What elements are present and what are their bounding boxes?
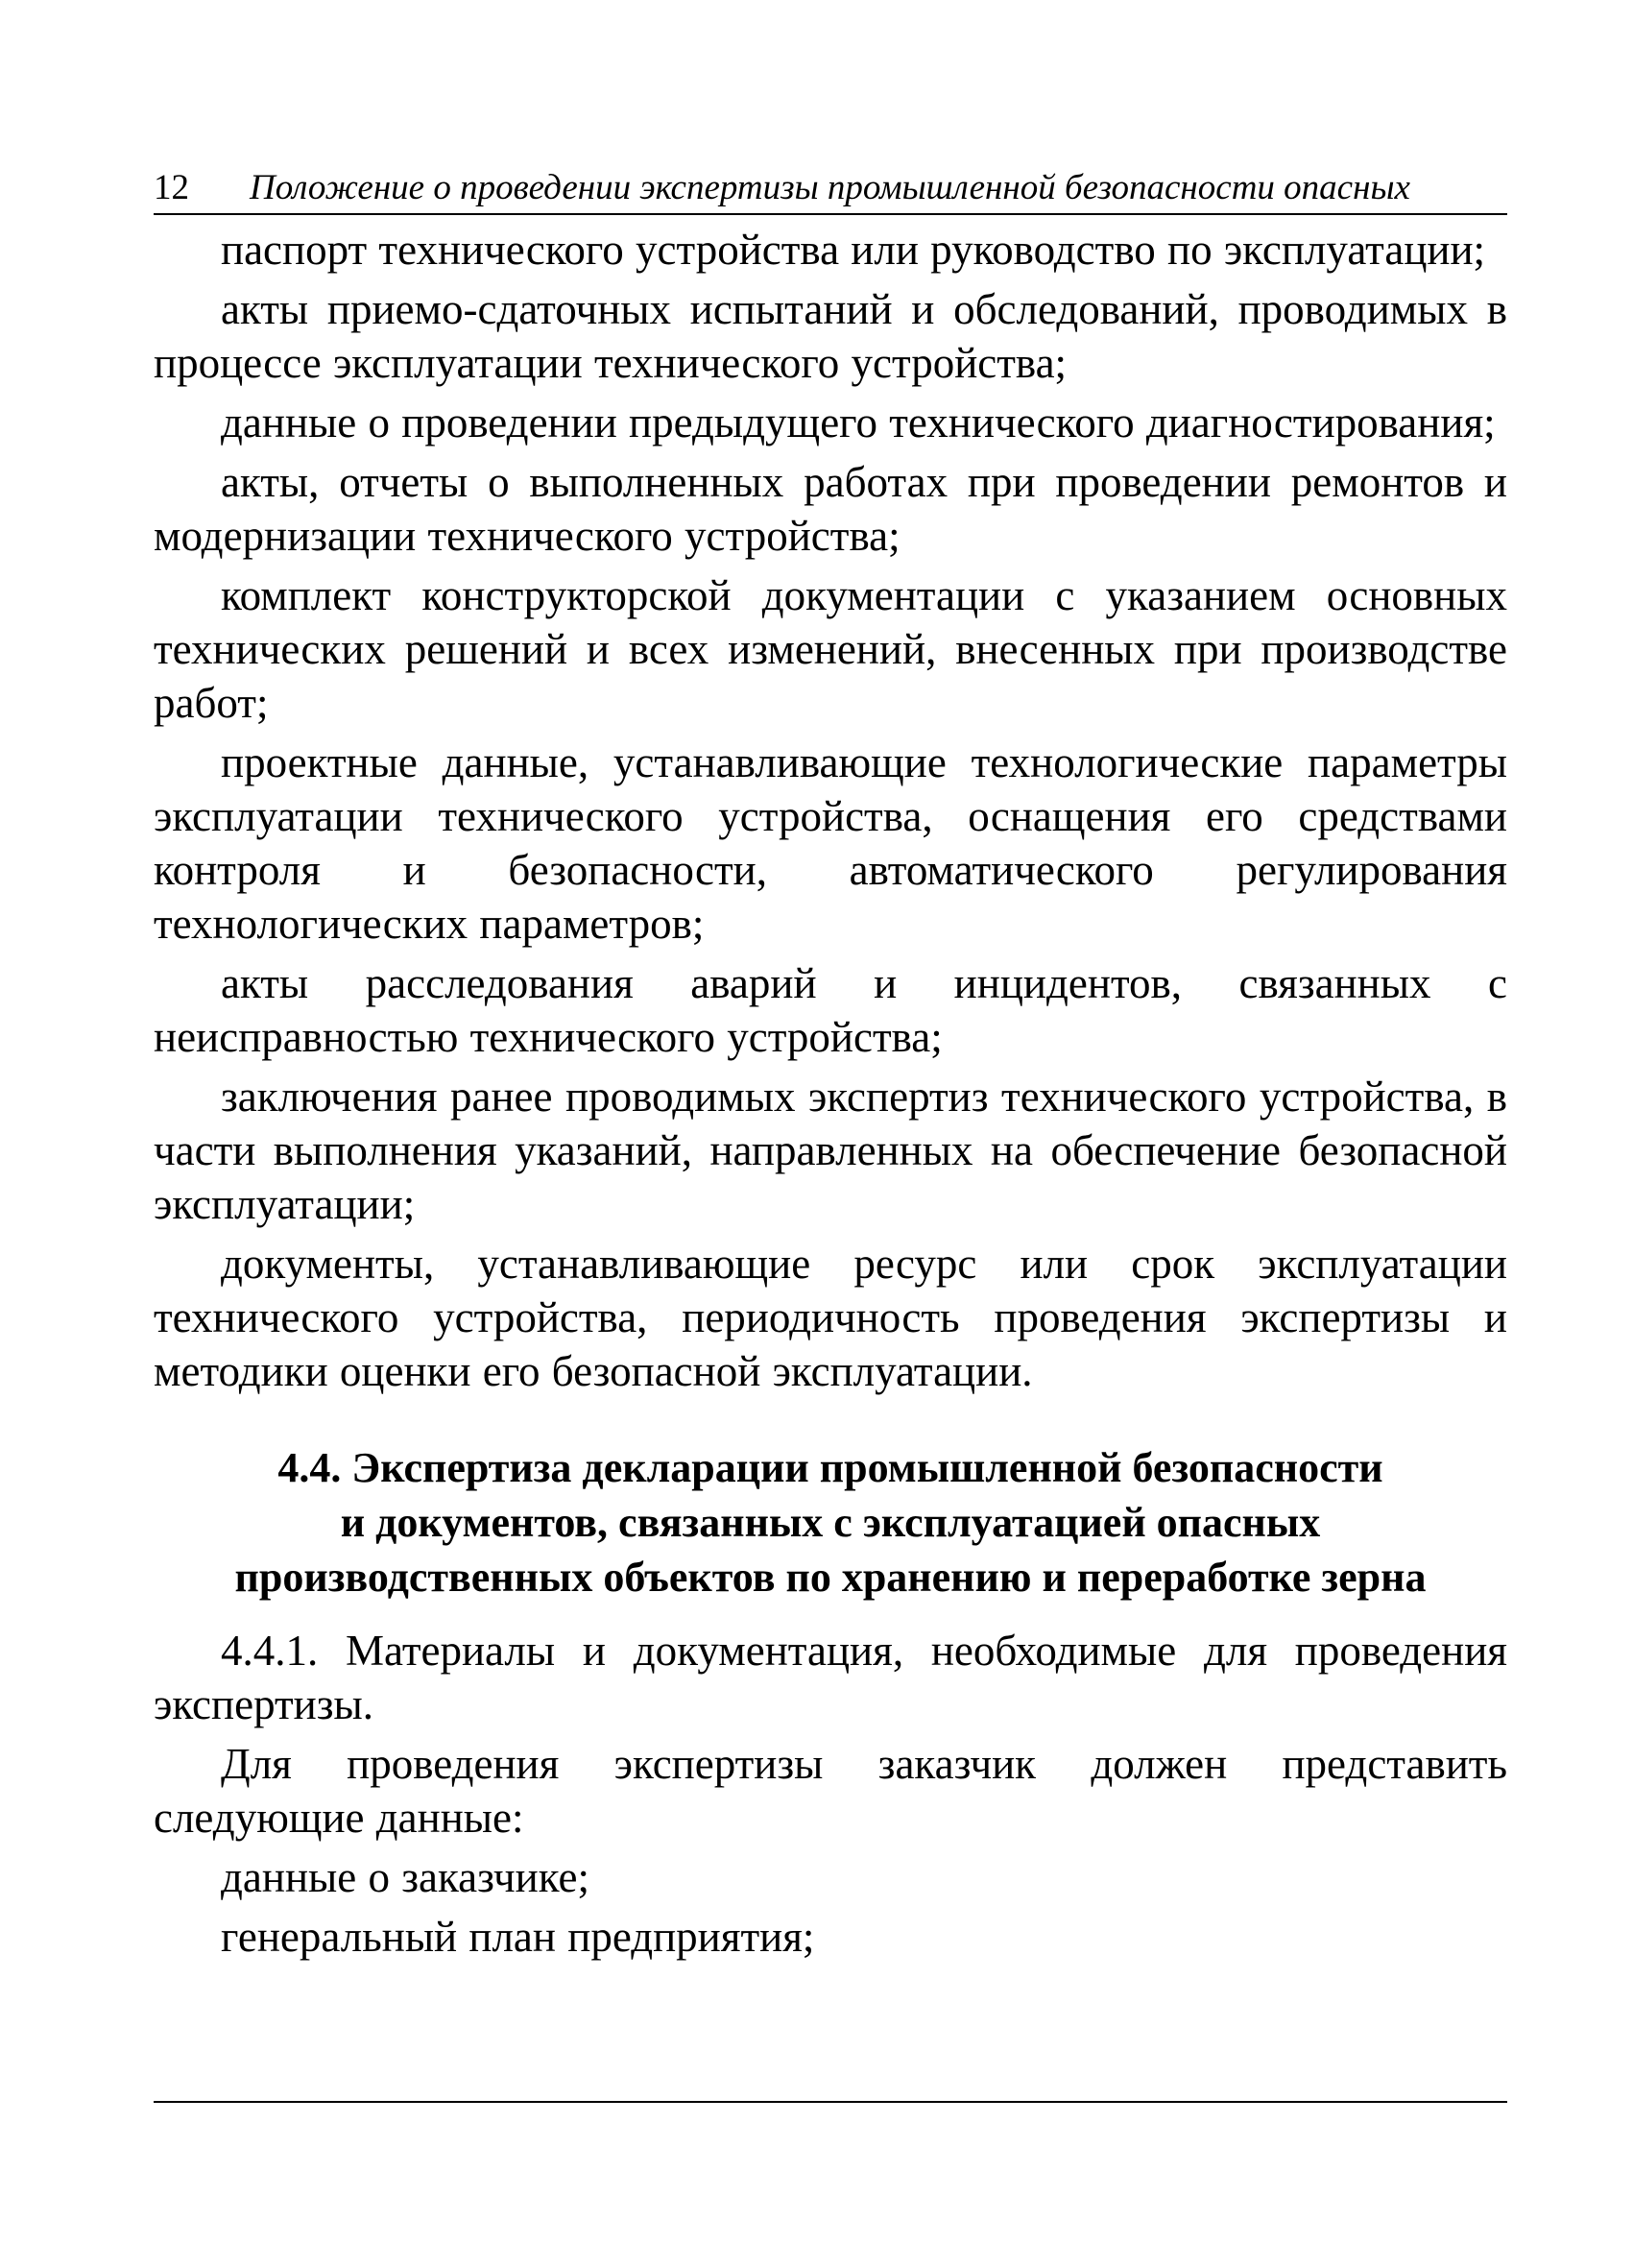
page-number: 12 xyxy=(154,168,189,207)
paragraph: Для проведения экспертизы заказчик должен представить следующие данные: xyxy=(154,1740,1507,1842)
paragraph: акты приемо-сдаточных испытаний и обследований, проводимых в процессе эксплуатации технического устройства; xyxy=(154,285,1507,387)
paragraph: данные о проведении предыдущего технического диагностирования; xyxy=(221,398,1496,446)
paragraph: заключения ранее проводимых экспертиз технического устройства, в части выполнения указаний, направленных на обеспечение безопасной эксплуатации; xyxy=(154,1073,1507,1228)
paragraph: акты, отчеты о выполненных работах при проведении ремонтов и модернизации технического устройства; xyxy=(154,458,1507,560)
paragraph: генеральный план предприятия; xyxy=(221,1913,815,1961)
paragraph: 4.4.1. Материалы и документация, необходимые для проведения экспертизы. xyxy=(154,1627,1507,1728)
section-heading-line: и документов, связанных с эксплуатацией опасных xyxy=(340,1499,1321,1546)
section-heading-line: производственных объектов по хранению и переработке зерна xyxy=(234,1554,1427,1601)
footer-rule xyxy=(154,2101,1507,2103)
paragraph: комплект конструкторской документации с указанием основных технических решений и всех изменений, внесенных при производстве работ; xyxy=(154,571,1507,727)
section-heading xyxy=(154,1440,1507,1604)
running-header xyxy=(154,163,1507,215)
paragraph: паспорт технического устройства или руководство по эксплуатации; xyxy=(221,226,1486,274)
paragraph: акты расследования аварий и инцидентов, связанных с неисправностью технического устройства; xyxy=(154,959,1507,1061)
paragraph: проектные данные, устанавливающие технологические параметры эксплуатации технического устройства, оснащения его средствами контроля и безопасности, автоматического регулирования технологических параметров; xyxy=(154,738,1507,948)
body-text xyxy=(154,223,1507,1964)
running-title: Положение о проведении экспертизы промышленной безопасности опасных xyxy=(250,168,1410,207)
document-page xyxy=(154,163,1507,1969)
paragraph: данные о заказчике; xyxy=(221,1853,589,1901)
paragraph: документы, устанавливающие ресурс или срок эксплуатации технического устройства, периодичность проведения экспертизы и методики оценки его безопасной эксплуатации. xyxy=(154,1240,1507,1395)
section-heading-line: 4.4. Экспертиза декларации промышленной безопасности xyxy=(277,1444,1383,1491)
